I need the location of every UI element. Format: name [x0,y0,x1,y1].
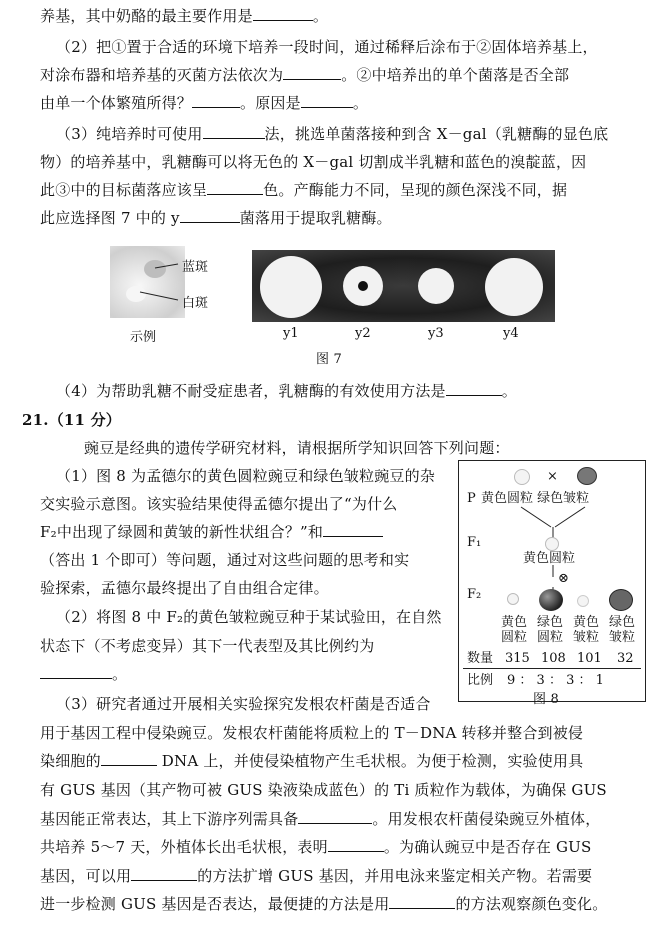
text-line: （4）为帮助乳糖不耐受症患者，乳糖酶的有效使用方法是 。 [56,382,517,400]
table-divider [463,668,641,669]
cross-symbol: × [547,469,558,484]
colony-label-y2: y2 [355,326,371,341]
answer-blank [323,522,383,537]
answer-blank [283,65,341,80]
text-line: 此应选择图 7 中的 y 菌落用于提取乳糖酶。 [40,209,392,227]
selfing-symbol: ⊗ [558,571,569,586]
f2-yellow-round-pea-icon [507,593,519,605]
text-line: 对涂布器和培养基的灭菌方法依次为 。②中培养出的单个菌落是否全部 [40,66,570,84]
question-21-number: 21.（11 分） [22,411,121,429]
answer-blank [207,180,263,195]
text-line: 状态下（不考虑变异）其下一代表型及其比例约为 [40,637,375,655]
answer-blank [328,837,384,852]
figure-7 [110,242,555,345]
colony-y3 [418,268,454,304]
count-label: 数量 [467,651,494,666]
p-generation-label: P [467,491,476,506]
colony-y1 [260,256,322,318]
text-line: 用于基因工程中侵染豌豆。发根农杆菌能将质粒上的 T－DNA 转移并整合到被侵 [40,724,584,742]
f2-green-round-pea-icon [539,589,563,611]
text-line: 染细胞的 DNA 上，并使侵染植物产生毛状根。为便于检测，实验使用具 [40,752,584,770]
colony-label-y1: y1 [283,326,299,341]
count-value: 108 [541,651,566,666]
p-generation-text: 黄色圆粒 绿色皱粒 [481,491,590,506]
text-line: 进一步检测 GUS 基因是否表达，最便捷的方法是用 的方法观察颜色变化。 [40,895,608,913]
white-spot-label: 白斑 [182,296,209,311]
phenotype-label: 绿色皱粒 [608,615,635,645]
colony-label-y3: y3 [428,326,444,341]
f1-pea-icon [545,537,559,551]
figure-7-caption: 图 7 [316,352,343,367]
f2-yellow-wrinkled-pea-icon [577,595,589,607]
colony-y4 [485,258,543,316]
colony-label-y4: y4 [503,326,519,341]
answer-blank [192,93,240,108]
f2-green-wrinkled-pea-icon [609,589,633,611]
count-value: 315 [505,651,530,666]
text-line: 基因，可以用 的方法扩增 GUS 基因，并用电泳来鉴定相关产物。若需要 [40,867,593,885]
text-line: （答出 1 个即可）等问题，通过对这些问题的思考和实 [40,551,410,569]
text-line: （3）研究者通过开展相关实验探究发根农杆菌是否适合 [56,695,431,713]
text-line: 基因能正常表达，其上下游序列需具备 。用发根农杆菌侵染豌豆外植体， [40,810,601,828]
text-line: 。 [40,664,127,684]
text-line: 此③中的目标菌落应该呈 色。产酶能力不同，呈现的颜色深浅不同，据 [40,181,568,199]
answer-blank [298,809,372,824]
text-line: 由单一个体繁殖所得？ 。原因是 。 [40,94,369,112]
f1-generation-text: 黄色圆粒 [523,551,576,566]
text-line: 物）的培养基中，乳糖酶可以将无色的 X－gal 切割成半乳糖和蓝色的溴靛蓝，因 [40,153,587,171]
answer-blank [446,381,502,396]
colony-y2-center [358,281,368,291]
ratio-label: 比例 [467,673,494,688]
answer-blank [180,208,240,223]
text-line: （3）纯培养时可使用 法，挑选单菌落接种到含 X－gal（乳糖酶的显色底 [56,125,609,143]
figure-8 [458,460,646,702]
text-line: 共培养 5～7 天，外植体长出毛状根，表明 。为确认豌豆中是否存在 GUS [40,838,592,856]
phenotype-label: 绿色圆粒 [536,615,563,645]
figure-8-caption: 图 8 [533,692,560,707]
f1-generation-label: F₁ [467,535,482,550]
text-line: 养基，其中奶酪的最主要作用是 。 [40,7,329,25]
count-value: 101 [577,651,602,666]
text-line: 交实验示意图。该实验结果使得孟德尔提出了“为什么 [40,495,398,513]
text-line: 验探索，孟德尔最终提出了自由组合定律。 [40,579,329,597]
text-line: （2）将图 8 中 F₂的黄色皱粒豌豆种于某试验田，在自然 [56,608,442,626]
count-value: 32 [617,651,634,666]
text-line: （1）图 8 为孟德尔的黄色圆粒豌豆和绿色皱粒豌豆的杂 [56,467,436,485]
text-line: 有 GUS 基因（其产物可被 GUS 染液染成蓝色）的 Ti 质粒作为载体，为确保 GUS [40,781,607,799]
ratio-value: 9 ： 3 ： 3 ： 1 [507,673,604,688]
answer-blank [389,894,455,909]
cross-arrows [459,461,645,601]
text-line: （2）把①置于合适的环境下培养一段时间，通过稀释后涂布于②固体培养基上， [56,38,598,56]
answer-blank [253,6,313,21]
answer-blank [40,664,112,679]
text-line: F₂中出现了绿圆和黄皱的新性状组合？”和 [40,522,383,542]
answer-blank [203,124,265,139]
answer-blank [301,93,353,108]
question-21-intro: 豌豆是经典的遗传学研究材料，请根据所学知识回答下列问题： [84,439,510,457]
blue-spot-label: 蓝斑 [182,260,209,275]
answer-blank [131,866,197,881]
f2-generation-label: F₂ [467,587,482,602]
phenotype-label: 黄色圆粒 [500,615,527,645]
phenotype-label: 黄色皱粒 [572,615,599,645]
answer-blank [101,751,157,766]
sample-label: 示例 [130,330,157,345]
